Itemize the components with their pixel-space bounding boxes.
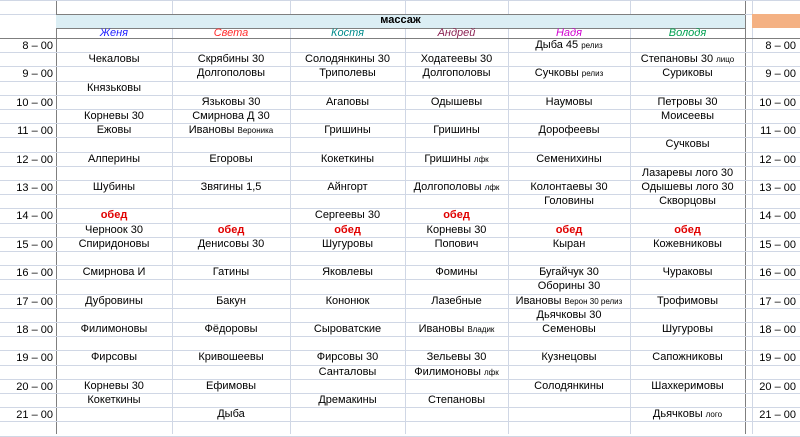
time-label: 18 – 00 [16,324,53,336]
appointment-cell[interactable]: Головины [544,195,594,208]
appointment-cell[interactable]: Егоровы [209,152,253,165]
appointment-cell[interactable]: Кокеткины [87,394,141,406]
appointment-cell[interactable]: Триполевы [319,67,376,80]
appointment-cell[interactable]: Санталовы [318,365,377,378]
appointment-cell[interactable]: Ефимовы [206,379,256,392]
time-label: 9 – 00 [22,68,53,81]
staff-header: Женя [99,27,129,39]
appointment-cell[interactable]: Зельевы 30 [426,351,487,364]
appointment-cell[interactable]: Фомины [435,266,478,279]
appointment-cell[interactable]: Лазаревы лого 30 [641,166,734,179]
time-label: 17 – 00 [759,295,796,308]
appointment-cell[interactable]: Фирсовы 30 [316,351,379,364]
appointment-cell[interactable]: Язьковы 30 [201,95,261,108]
appointment-cell[interactable]: Яковлевы [322,266,373,279]
appointment-cell[interactable]: Долгополовы [197,67,265,80]
time-label: 11 – 00 [760,125,796,138]
appointment-cell[interactable]: Дьячковы лого [652,408,723,421]
appointment-cell[interactable]: Корневы 30 [84,379,144,392]
staff-header: Володя [668,27,707,39]
appointment-cell[interactable]: Сучковы [665,138,710,151]
appointment-cell[interactable]: Шахкеримовы [651,379,724,392]
time-label: 21 – 00 [16,409,53,422]
appointment-cell[interactable]: Ивановы Вероника [188,124,274,137]
appointment-cell[interactable]: Агаповы [325,95,370,108]
appointment-cell[interactable]: Дыба [217,408,245,421]
appointment-cell[interactable]: Скрябины 30 [197,53,265,66]
appointment-cell[interactable]: Семеновы [542,323,596,335]
appointment-cell[interactable]: Степановы [428,394,485,406]
appointment-cell[interactable]: Гришины лфк [424,152,489,165]
lunch-cell[interactable]: обед [674,223,701,236]
time-label: 13 – 00 [16,182,53,194]
time-label: 21 – 00 [759,409,796,422]
appointment-cell[interactable]: Одышевы лого 30 [641,181,734,193]
appointment-cell[interactable]: Кривошеевы [198,351,264,364]
lunch-cell[interactable]: обед [217,223,245,236]
appointment-cell[interactable]: Сергеевы 30 [314,209,381,222]
appointment-cell[interactable]: Долгополовы [422,67,491,80]
time-label: 8 – 00 [22,40,53,52]
time-label: 8 – 00 [765,40,796,52]
time-label: 15 – 00 [759,238,796,251]
time-label: 16 – 00 [759,267,796,280]
lunch-cell[interactable]: обед [555,223,583,236]
appointment-cell[interactable]: Сучковы релиз [534,67,604,80]
time-label: 12 – 00 [16,153,53,166]
appointment-cell[interactable]: Дремакины [318,394,377,406]
appointment-cell[interactable]: Филимоновы [80,323,148,335]
appointment-cell[interactable]: Долгополовы лфк [413,181,500,193]
time-label: 20 – 00 [16,380,53,393]
appointment-cell[interactable]: Ходатеевы 30 [420,53,493,66]
appointment-cell[interactable]: Кокеткины [320,152,375,165]
appointment-cell[interactable]: Колонтаевы 30 [530,181,608,193]
time-label: 19 – 00 [16,352,53,365]
appointment-cell[interactable]: Бугайчук 30 [539,266,599,279]
appointment-cell[interactable]: Денисовы 30 [197,237,265,250]
appointment-cell[interactable]: Кузнецовы [541,351,597,364]
lunch-cell[interactable]: обед [443,209,470,222]
staff-header: Костя [330,27,365,39]
appointment-cell[interactable]: Попович [434,237,479,250]
appointment-cell[interactable]: Чекаловы [88,53,140,66]
appointment-cell[interactable]: Гришины [324,124,371,137]
appointment-cell[interactable]: Черноок 30 [85,223,143,236]
time-label: 10 – 00 [759,96,796,109]
appointment-cell[interactable]: Гришины [433,124,480,137]
appointment-cell[interactable]: Скворцовы [659,195,716,208]
lunch-cell[interactable]: обед [100,209,128,222]
time-label: 11 – 00 [17,125,53,138]
appointment-cell[interactable]: Дубровины [85,294,143,307]
appointment-cell[interactable]: Айнгорт [327,181,368,193]
appointment-cell[interactable]: Петровы 30 [657,95,718,108]
staff-header: Надя [555,27,583,39]
time-label: 19 – 00 [759,352,796,365]
appointment-cell[interactable]: Кононюк [325,294,370,307]
time-label: 14 – 00 [759,210,796,223]
appointment-cell[interactable]: Солодянкины [534,379,604,392]
time-label: 18 – 00 [759,324,796,336]
appointment-cell[interactable]: Гатины [212,266,250,279]
appointment-cell[interactable]: Звягины 1,5 [200,181,262,193]
time-label: 16 – 00 [16,267,53,280]
appointment-cell[interactable]: Оборины 30 [537,280,601,293]
appointment-cell[interactable]: Наумовы [545,95,593,108]
appointment-cell[interactable]: Сыроватские [313,323,382,335]
appointment-cell[interactable]: Солодянкины 30 [305,53,390,66]
appointment-cell[interactable]: Шугуровы [322,237,373,250]
appointment-cell[interactable]: Фёдоровы [204,323,258,335]
appointment-cell[interactable]: Алперины [87,152,141,165]
staff-header: Света [213,27,249,39]
appointment-cell[interactable]: Моисеевы [660,110,715,122]
appointment-cell[interactable]: Корневы 30 [84,110,144,122]
appointment-cell[interactable]: Шубины [92,181,136,193]
time-label: 14 – 00 [16,210,53,223]
time-label: 17 – 00 [16,295,53,308]
appointment-cell[interactable]: Семенихины [536,152,602,165]
appointment-cell[interactable]: Ежовы [96,124,132,137]
appointment-cell[interactable]: Смирнова И [82,266,146,279]
sheet-title: массаж [380,14,421,26]
appointment-cell[interactable]: Бакун [216,294,246,307]
appointment-cell[interactable]: Лазебные [431,294,482,307]
appointment-cell[interactable]: Дьячковы 30 [536,308,602,321]
appointment-cell[interactable]: Сапожниковы [652,351,723,364]
appointment-cell[interactable]: Дыба 45 релиз [535,39,603,51]
appointment-cell[interactable]: Князьковы [86,81,142,94]
time-label: 13 – 00 [759,182,796,194]
time-label: 12 – 00 [759,153,796,166]
appointment-cell[interactable]: Чураковы [662,266,713,279]
lunch-cell[interactable]: обед [334,223,361,236]
appointment-cell[interactable]: Фирсовы [90,351,138,364]
appointment-cell[interactable]: Смирнова Д 30 [192,110,270,122]
appointment-cell[interactable]: Кожевниковы [653,237,722,250]
time-label: 10 – 00 [16,96,53,109]
appointment-cell[interactable]: Дорофеевы [538,124,600,137]
staff-header: Андрей [437,27,476,39]
appointment-cell[interactable]: Спиридоновы [78,237,150,250]
appointment-cell[interactable]: Кыран [552,237,586,250]
time-label: 9 – 00 [765,68,796,81]
appointment-cell[interactable]: Суриковы [662,67,713,80]
selected-cell-edge [752,14,800,28]
appointment-cell[interactable]: Ивановы Владик [418,323,495,335]
appointment-cell[interactable]: Трофимовы [657,294,718,307]
appointment-cell[interactable]: Ивановы Верон 30 релиз [515,294,623,307]
time-label: 20 – 00 [759,380,796,393]
appointment-cell[interactable]: Шугуровы [662,323,713,335]
appointment-cell[interactable]: Филимоновы лфк [414,365,499,378]
time-label: 15 – 00 [16,238,53,251]
appointment-cell[interactable]: Одышевы [430,95,483,108]
appointment-cell[interactable]: Корневы 30 [426,223,487,236]
appointment-cell[interactable]: Степановы 30 лицо [640,53,735,66]
